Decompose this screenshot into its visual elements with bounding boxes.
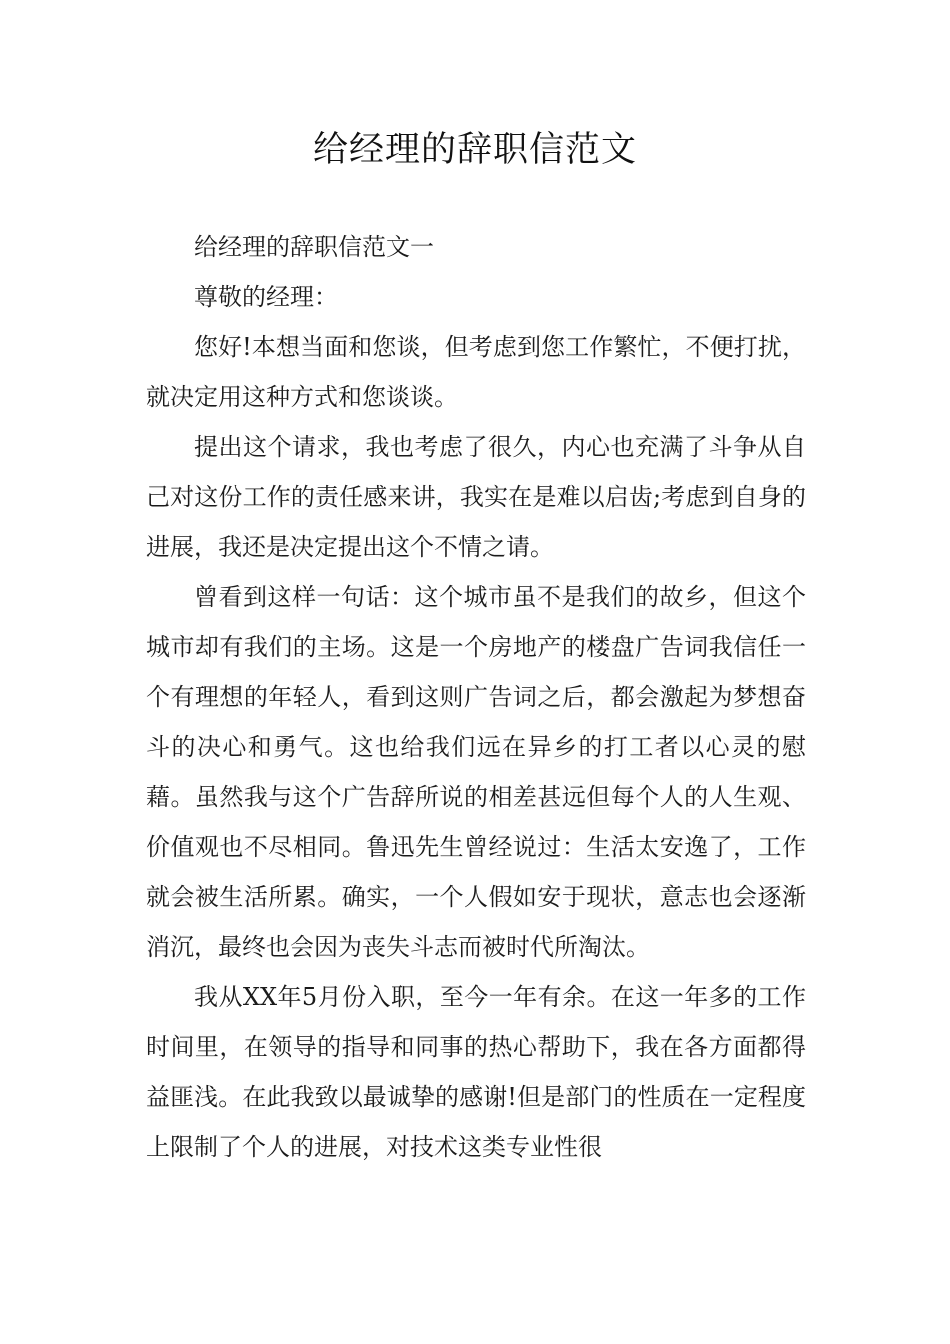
paragraph-heading: 给经理的辞职信范文一 (194, 233, 434, 261)
paragraph: 提出这个请求，我也考虑了很久，内心也充满了斗争从自己对这份工作的责任感来讲，我实在是难以启齿;考虑到自身的进展，我还是决定提出这个不情之请。 (146, 433, 806, 561)
paragraph: 您好!本想当面和您谈，但考虑到您工作繁忙，不便打扰，就决定用这种方式和您谈谈。 (146, 333, 806, 411)
document-title: 给经理的辞职信范文 (312, 130, 637, 170)
paragraph: 我从XX年5月份入职，至今一年有余。在这一年多的工作时间里，在领导的指导和同事的热心帮助下，我在各方面都得益匪浅。在此我致以最诚挚的感谢!但是部门的性质在一定程度上限制了个人的进展，对技术这类专业性很 (146, 983, 806, 1161)
paragraph: 曾看到这样一句话：这个城市虽不是我们的故乡，但这个城市却有我们的主场。这是一个房地产的楼盘广告词我信任一个有理想的年轻人，看到这则广告词之后，都会激起为梦想奋斗的决心和勇气。这也给我们远在异乡的打工者以心灵的慰藉。虽然我与这个广告辞所说的相差甚远但每个人的人生观、价值观也不尽相同。鲁迅先生曾经说过：生活太安逸了，工作就会被生活所累。确实，一个人假如安于现状，意志也会逐渐消沉，最终也会因为丧失斗志而被时代所淘汰。 (146, 583, 806, 961)
document-body (146, 222, 806, 1172)
paragraph-salutation: 尊敬的经理： (194, 283, 338, 311)
